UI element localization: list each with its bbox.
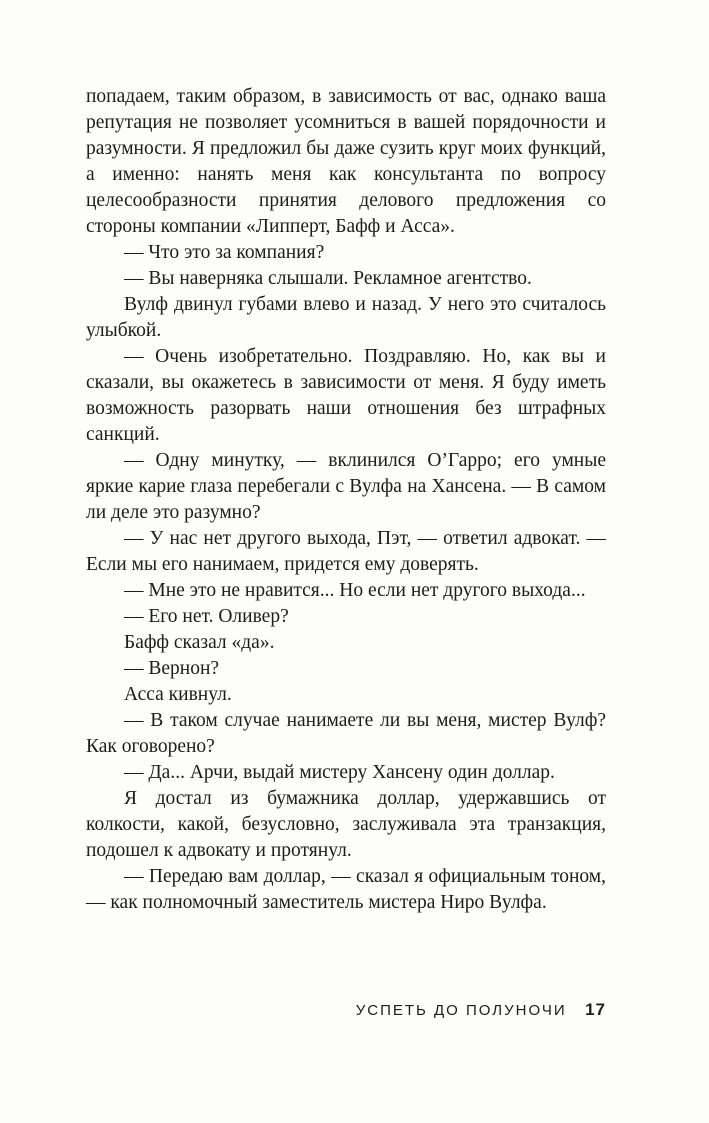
running-title: УСПЕТЬ ДО ПОЛУНОЧИ: [355, 1002, 567, 1019]
paragraph: — Одну минутку, — вклинился О’Гарро; его умные яркие карие глаза перебегали с Вулфа на Хансена. — В самом ли деле это разумно?: [86, 450, 606, 523]
paragraph: — В таком случае нанимаете ли вы меня, мистер Вулф? Как оговорено?: [86, 710, 606, 757]
paragraph: Вулф двинул губами влево и назад. У него это считалось улыбкой.: [86, 294, 606, 341]
paragraph: Асса кивнул.: [124, 684, 232, 705]
paragraph: — Мне это не нравится... Но если нет другого выхода...: [124, 580, 586, 601]
page-number: 17: [585, 1000, 606, 1019]
page-text: [86, 84, 606, 916]
paragraph: Бафф сказал «да».: [124, 632, 275, 653]
paragraph: — Передаю вам доллар, — сказал я официальным тоном, — как полномочный заместитель мистера Ниро Вулфа.: [86, 866, 606, 913]
paragraph: — Его нет. Оливер?: [124, 606, 289, 627]
paragraph: — Да... Арчи, выдай мистеру Хансену один доллар.: [124, 762, 555, 783]
paragraph: — Вернон?: [124, 658, 220, 679]
paragraph: — Очень изобретательно. Поздравляю. Но, как вы и сказали, вы окажетесь в зависимости от меня. Я буду иметь возможность разорвать наши отношения без штрафных санкций.: [86, 346, 606, 445]
paragraph: — Что это за компания?: [124, 242, 325, 263]
paragraph: — У нас нет другого выхода, Пэт, — ответил адвокат. — Если мы его нанимаем, придется ему доверять.: [86, 528, 606, 575]
paragraph: попадаем, таким образом, в зависимость от вас, однако ваша репутация не позволяет усомниться в вашей порядочности и разумности. Я предложил бы даже сузить круг моих функций, а именно: нанять меня как консультанта по вопросу целесообразности принятия делового предложения со стороны компании «Липперт, Бафф и Асса».: [86, 86, 606, 237]
paragraph: — Вы наверняка слышали. Рекламное агентство.: [124, 268, 532, 289]
page-footer: [86, 1000, 606, 1020]
paragraph: Я достал из бумажника доллар, удержавшись от колкости, какой, безусловно, заслуживала эта транзакция, подошел к адвокату и протянул.: [86, 788, 606, 861]
